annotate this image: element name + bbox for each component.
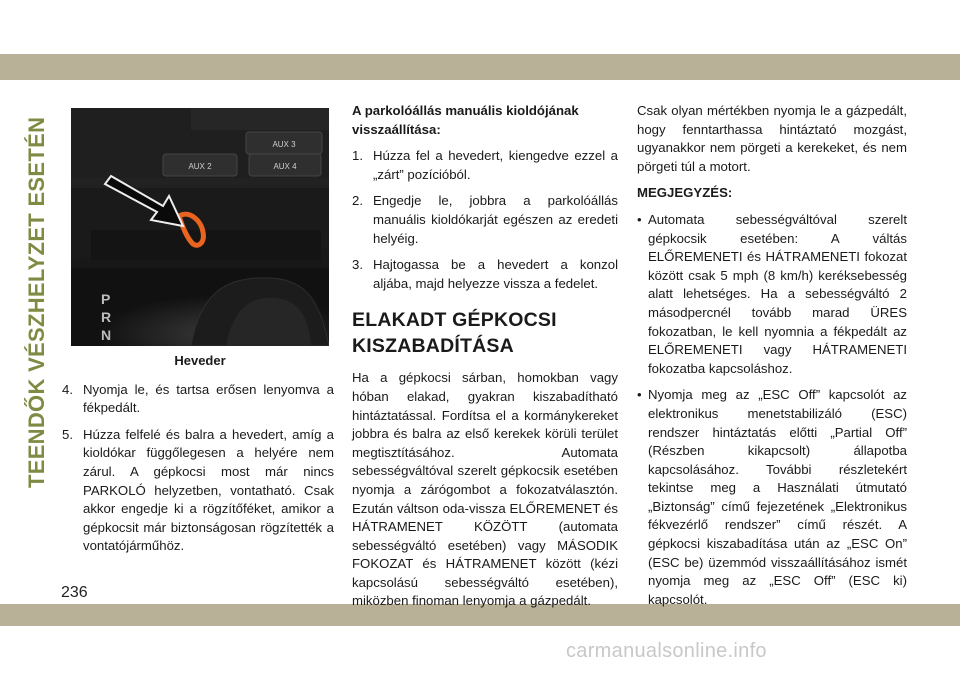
header-band (0, 54, 960, 80)
step-number: 2. (352, 193, 363, 209)
step-text: Nyomja le, és tartsa erősen lenyomva a fékpedált. (83, 381, 334, 416)
reset-heading: A parkolóállás manuális kioldójának visszaállítása: (352, 103, 579, 137)
step-number: 1. (352, 148, 363, 164)
step-item (62, 381, 334, 418)
bullet-text: Automata sebességváltóval szerelt gépkocsik esetében: A váltás ELŐREMENETI és HÁTRAMENETI fokozat között csak 5 mph (8 km/h) keréksebesség alatt lehetséges. Ha a sebességváltó 2 másodpercnél tovább marad ÜRES fokozatban, le kell nyomnia a fékpedált az ELŐREMENETI vagy HÁTRAMENETI fokozatba kapcsoláshoz. (648, 211, 907, 376)
bullet-item (637, 386, 907, 609)
steps-list-1 (62, 381, 334, 556)
steps-list-2 (352, 147, 618, 293)
side-section-title: TEENDŐK VÉSZHELYZET ESETÉN (24, 116, 49, 488)
column-1 (62, 102, 334, 564)
step-item (62, 426, 334, 556)
gear-r: R (101, 309, 112, 325)
note-bullets (637, 211, 907, 609)
aux-4-label: AUX 4 (273, 162, 297, 171)
step-text: Húzza fel a hevedert, kiengedve ezzel a „zárt” pozícióból. (373, 148, 618, 182)
page-number: 236 (61, 584, 88, 601)
step-number: 3. (352, 257, 363, 273)
step-number: 5. (62, 426, 73, 442)
rocking-paragraph: Ha a gépkocsi sárban, homokban vagy hóban elakad, gyakran kiszabadítható hintáztatással. Fordítsa el a kormánykereket jobbra és balra az első kerekek körüli terület megtisztításához. Automata sebességváltóval szerelt gépkocsik esetében nyomja a zárógombot a fokozatválasztón. Ezután váltson oda-vissza ELŐREMENET és HÁTRAMENET KÖZÖTT (automata sebességváltó esetében) vagy MÁSODIK FOKOZAT és HÁTRAMENET között (kézi kapcsolású sebességváltó esetében), miközben finoman lenyomja a gázpedált. (352, 370, 618, 609)
step-text: Hajtogassa be a hevedert a konzol aljába, majd helyezze vissza a fedelet. (373, 257, 618, 291)
step-item (352, 256, 618, 293)
section-title: ELAKADT GÉPKOCSI KISZABADÍTÁSA (352, 309, 557, 358)
throttle-paragraph: Csak olyan mértékben nyomja le a gázpedált, hogy fenntarthassa hintáztató mozgást, ugyanakkor nem pörgeti a kerekeket, és nem pörgeti túl a motort. (637, 103, 907, 174)
bullet-item (637, 211, 907, 378)
step-item (352, 192, 618, 248)
console-photo-illustration (71, 108, 329, 346)
photo-caption: Heveder (174, 353, 226, 368)
step-item (352, 147, 618, 184)
gear-p: P (101, 291, 111, 307)
strap-photo (71, 108, 329, 346)
column-2 (352, 102, 618, 619)
bullet-symbol: • (637, 387, 642, 403)
gear-n: N (101, 327, 112, 343)
step-text: Engedje le, jobbra a parkolóállás manuális kioldókarját egészen az eredeti helyéig. (373, 193, 618, 246)
step-text: Húzza felfelé és balra a hevedert, amíg a kioldókar függőlegesen a helyére nem zárul. A gépkocsi most már nincs PARKOLÓ helyzetben, vontatható. Csak akkor engedje ki a rögzítőféket, amikor a gépkocsit már biztonságosan rögzítették a vontatójárműhöz. (83, 426, 334, 554)
watermark: carmanualsonline.info (566, 640, 767, 662)
aux-3-label: AUX 3 (272, 140, 296, 149)
bullet-symbol: • (637, 211, 642, 227)
aux-2-label: AUX 2 (188, 162, 212, 171)
bullet-text: Nyomja meg az „ESC Off” kapcsolót az elektronikus menetstabilizáló (ESC) rendszer hintáztatás előtti „Partial Off” (Részben kikapcsolt) állapotba kapcsolásához. További részletekért tekintse meg a Használati útmutató „Biztonság” című fejezetének „Elektronikus fékvezérlő rendszer” című részét. A gépkocsi kiszabadítása után az „ESC On” (ESC be) üzemmód visszaállításához ismét nyomja meg az „ESC Off” (ESC ki) kapcsolót. (648, 387, 907, 607)
step-number: 4. (62, 381, 73, 397)
column-3 (637, 102, 907, 617)
note-heading: MEGJEGYZÉS: (637, 185, 733, 201)
